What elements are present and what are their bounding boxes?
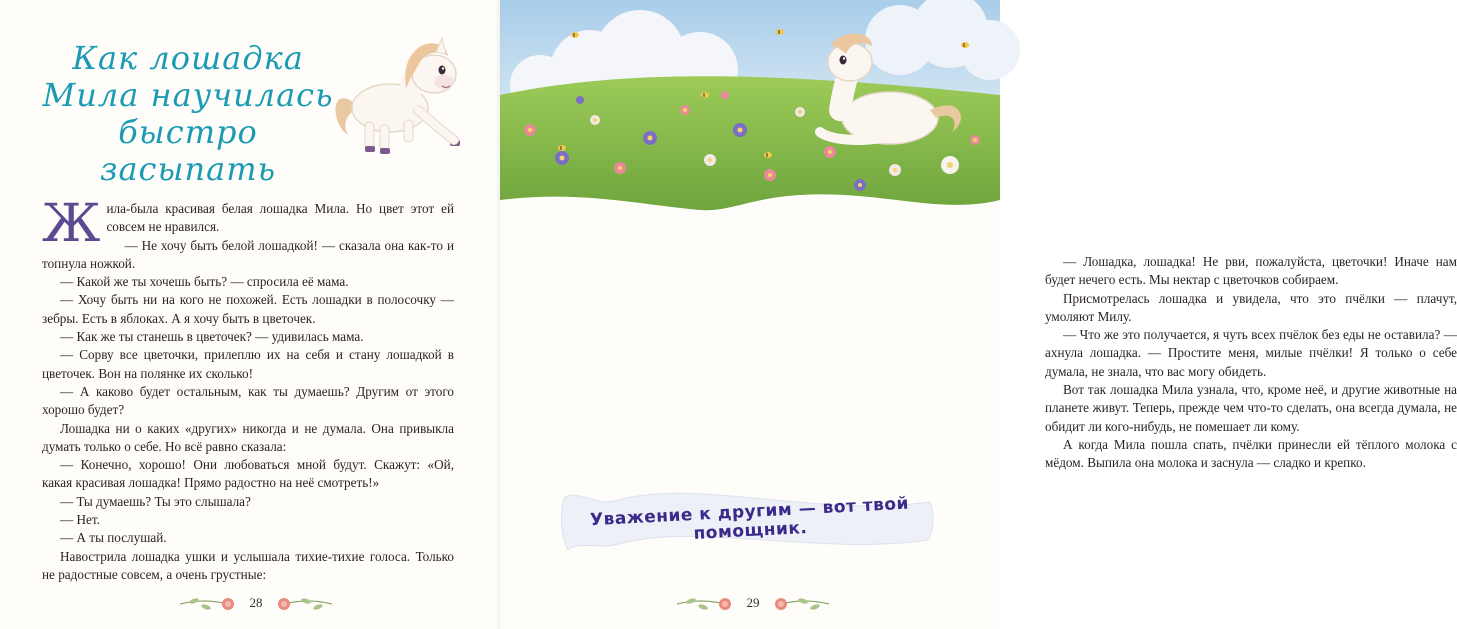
title-line-1: Как лошадка [72,39,304,77]
meadow-illustration [500,0,1000,225]
paragraph: — Что же это получается, я чуть всех пчёлок без еды не оставила? — ахнула лошадка. — Простите меня, милые пчёлки! Я только о себе думала, не знала, что вас могу обидеть. [1045,327,1457,379]
title-line-3: быстро засыпать [100,113,276,188]
drop-cap: Ж [42,194,101,254]
page-footer-left [176,592,336,616]
page-number: 29 [746,595,760,610]
paragraph: — Лошадка, лошадка! Не рви, пожалуйста, цветочки! Иначе нам будет нечего есть. Мы нектар с цветочков собираем. [1045,254,1457,288]
paragraph: — Как же ты станешь в цветочек? — удивилась мама. [60,329,364,345]
paragraph: Присмотрелась лошадка и увидела, что это пчёлки — плачут, умоляют Милу. [1045,290,1457,324]
paragraph: — Какой же ты хочешь быть? — спросила её мама. [60,274,349,290]
paragraph: — Хочу быть ни на кого не похожей. Есть лошадки в полосочку — зебры. Есть в яблоках. А я хочу быть в цветочек. [42,292,454,326]
paragraph: — Сорву все цветочки, прилеплю их на себя и стану лошадкой в цветочек. Вон на полянке их сколько! [42,347,454,381]
page-footer-right [673,592,833,616]
paragraph: — Ты думаешь? Ты это слышала? [60,493,251,509]
paragraph: Навострила лошадка ушки и услышала тихие-тихие голоса. Только не радостные совсем, а очень грустные: [42,548,454,582]
book-gutter [497,0,503,629]
paragraph-text: ила-была красивая белая лошадка Мила. Но цвет этот ей совсем не нравился. [106,201,454,235]
paragraph: А когда Мила пошла спать, пчёлки принесли ей тёплого молока с мёдом. Выпила она молока и заснула — сладко и крепко. [1045,436,1457,471]
title-line-2: Мила научилась [42,76,334,114]
paragraph: — А каково будет остальным, как ты думаешь? Другим от этого хорошо будет? [42,383,454,418]
paragraph: Лошадка ни о каких «других» никогда и не думала. Она привыкла думать только о себе. Но всё равно сказала: [42,420,454,454]
paragraph: — Конечно, хорошо! Они любоваться мной будут. Скажут: «Ой, какая красивая лошадка! Прямо радостно на неё смотреть!» [42,457,454,491]
left-page [0,0,500,629]
paragraph: — Не хочу быть белой лошадкой! — сказала она как-то и топнула ножкой. [42,237,454,271]
paragraph: — А ты послушай. [60,530,167,546]
paragraph: Вот так лошадка Мила узнала, что, кроме неё, и другие животные на планете живут. Теперь, прежде чем что-то сделать, она всегда думала, не обидит ли кого-нибудь, не помешает ли кому. [1045,382,1457,434]
right-body-text [1045,253,1457,473]
page-number: 28 [249,595,263,610]
left-body-text [42,194,454,584]
right-page [500,0,1457,629]
standing-pony-illustration [330,30,480,160]
paragraph: — Нет. [60,512,100,528]
moral-banner-text: Уважение к другим — вот твой помощник. [589,493,910,544]
story-title [28,40,348,188]
